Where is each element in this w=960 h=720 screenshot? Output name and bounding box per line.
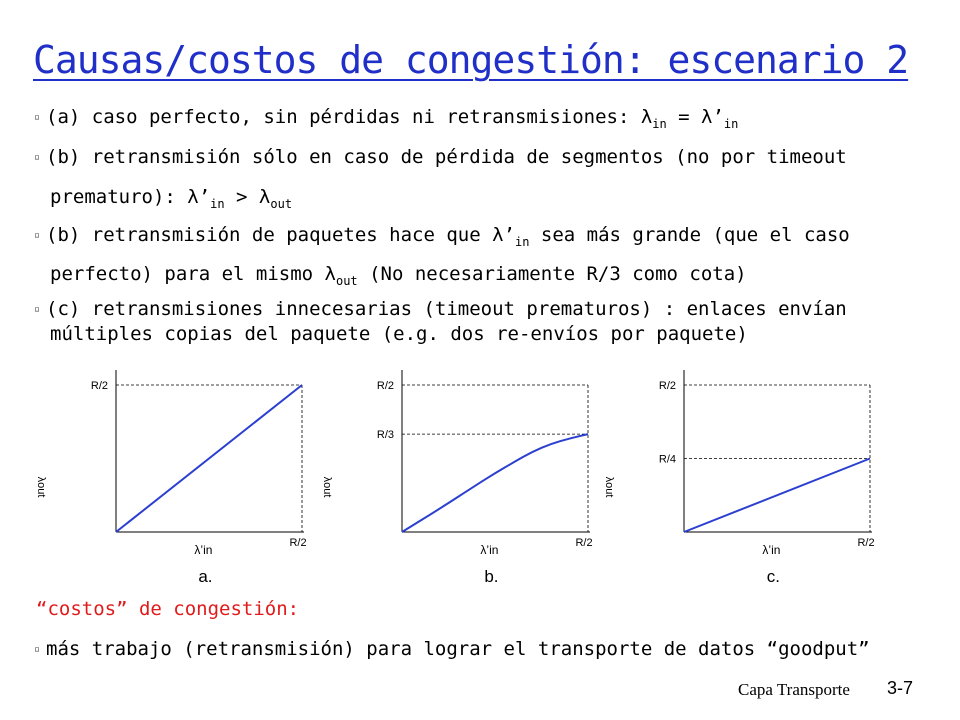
- x-axis-label: λ’in: [194, 543, 213, 557]
- bullet-marker-icon: ▫: [34, 230, 41, 241]
- x-tick-label: R/2: [289, 537, 307, 549]
- bullet-marker-icon: ▫: [34, 152, 41, 163]
- y-tick-label: R/2: [90, 380, 108, 392]
- y-tick-label: R/4: [658, 453, 676, 466]
- bullet-marker-icon: ▫: [34, 644, 41, 655]
- x-tick-label: R/2: [575, 537, 593, 549]
- chart-caption: a.: [198, 567, 213, 586]
- bullet-a: ▫ (a) caso perfecto, sin pérdidas ni retransmisiones: $\lambda_{in}$ = $\lambda’_{in}$: [34, 106, 739, 131]
- cost-item: ▫ más trabajo (retransmisión) para lograr el transporte de datos “goodput”: [34, 638, 870, 660]
- footer-label: Capa Transporte: [738, 680, 850, 699]
- slide-title: Causas/costos de congestión: escenario 2: [33, 38, 909, 82]
- y-tick-label: R/3: [376, 429, 394, 442]
- bullet-b-line2: prematuro): $\lambda’_{in} > \lambda_{out}$: [50, 186, 293, 211]
- throughput-curve: [116, 385, 302, 532]
- y-axis-label: λout: [603, 476, 615, 498]
- y-tick-label: R/2: [376, 380, 394, 392]
- y-tick-label: R/2: [658, 380, 676, 392]
- chart-caption: c.: [766, 567, 781, 586]
- bullet-c-line2: múltiples copias del paquete (e.g. dos re-envíos por paquete): [50, 323, 748, 345]
- page-number: 3-7: [887, 678, 914, 698]
- bullet-marker-icon: ▫: [34, 304, 41, 315]
- y-axis-label: λout: [35, 476, 47, 498]
- x-axis-label: λ’in: [762, 543, 781, 557]
- bullet-marker-icon: ▫: [34, 112, 41, 123]
- throughput-curve: [684, 459, 870, 533]
- bullet-b-line1: ▫ (b) retransmisión sólo en caso de pérdida de segmentos (no por timeout: [34, 146, 847, 168]
- costs-title: “costos” de congestión:: [36, 598, 300, 620]
- throughput-curve: [402, 434, 588, 532]
- bullet-c-line1: ▫ (c) retransmisiones innecesarias (timeout prematuros) : enlaces envían: [34, 298, 847, 320]
- bullet-b2-line2: perfecto) para el mismo $\lambda_{out}$ (No necesariamente R/3 como cota): [50, 263, 747, 288]
- x-tick-label: R/2: [857, 537, 875, 549]
- bullet-b2-line1: ▫ (b) retransmisión de paquetes hace que $\lambda’_{in}$ sea más grande (que el caso: [34, 224, 850, 249]
- y-axis-label: λout: [321, 476, 333, 498]
- throughput-charts: [0, 360, 960, 600]
- x-axis-label: λ’in: [480, 543, 499, 557]
- chart-caption: b.: [484, 567, 499, 586]
